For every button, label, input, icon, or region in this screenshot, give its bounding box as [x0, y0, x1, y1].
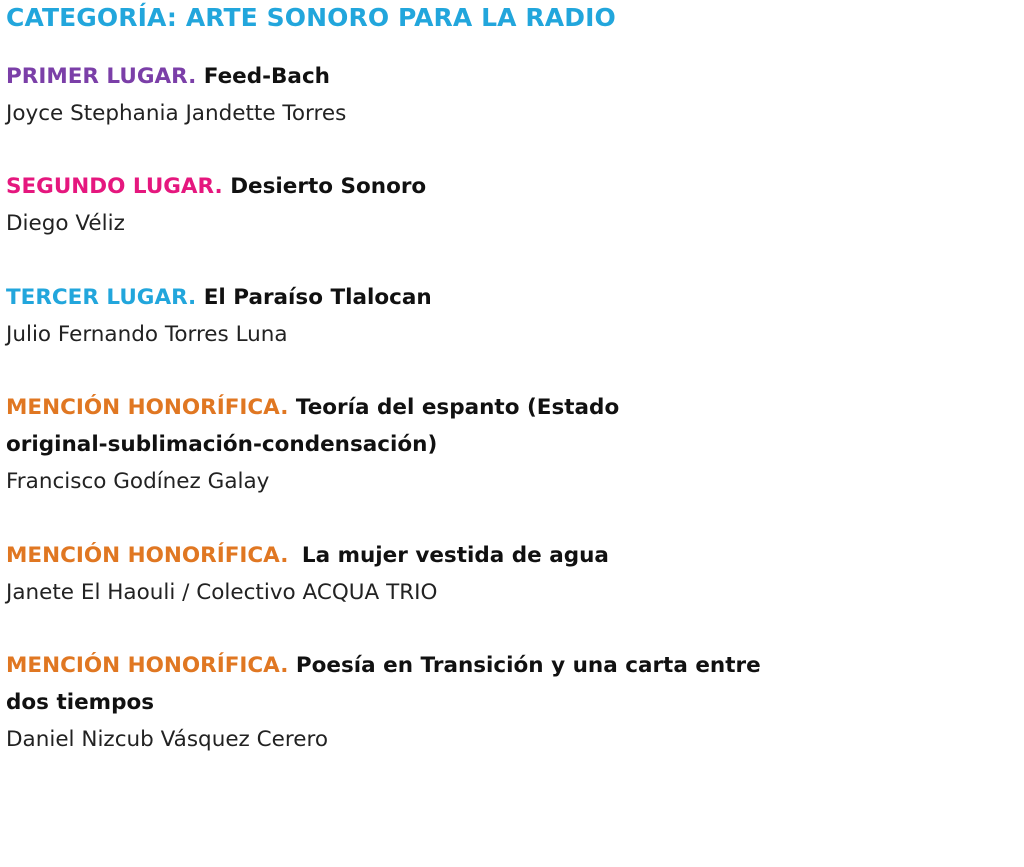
work-title: Poesía en Transición y una carta entre dos tiempos	[6, 653, 761, 715]
prize-label: MENCIÓN HONORÍFICA.	[6, 653, 289, 678]
work-title: Desierto Sonoro	[230, 174, 427, 199]
prize-label: SEGUNDO LUGAR.	[6, 174, 223, 199]
entry-heading	[6, 647, 806, 721]
author-name: Janete El Haouli / Colectivo ACQUA TRIO	[6, 580, 438, 605]
entry-heading	[6, 279, 432, 316]
prize-label: MENCIÓN HONORÍFICA.	[6, 395, 289, 420]
entry-heading	[6, 168, 426, 205]
results-document	[6, 0, 1006, 752]
prize-label: TERCER LUGAR.	[6, 285, 197, 310]
author-name: Diego Véliz	[6, 211, 125, 236]
entry-heading	[6, 537, 609, 574]
entry-honorable-mention-1	[6, 389, 726, 500]
author-name: Daniel Nizcub Vásquez Cerero	[6, 727, 329, 752]
entry-heading	[6, 58, 346, 95]
work-title: Teoría del espanto (Estado original-sublimación-condensación)	[6, 395, 620, 457]
entry-honorable-mention-2	[6, 537, 609, 611]
prize-label: MENCIÓN HONORÍFICA.	[6, 543, 289, 568]
author-name: Joyce Stephania Jandette Torres	[6, 101, 347, 126]
work-title: Feed-Bach	[203, 64, 330, 89]
prize-label: PRIMER LUGAR.	[6, 64, 197, 89]
category-title: CATEGORÍA: ARTE SONORO PARA LA RADIO	[6, 3, 616, 32]
work-title: El Paraíso Tlalocan	[203, 285, 432, 310]
entry-third-place	[6, 279, 432, 353]
entry-second-place	[6, 168, 426, 242]
author-name: Julio Fernando Torres Luna	[6, 322, 288, 347]
author-name: Francisco Godínez Galay	[6, 469, 270, 494]
work-title: La mujer vestida de agua	[301, 543, 609, 568]
entry-heading	[6, 389, 726, 463]
entry-first-place	[6, 58, 346, 132]
entry-honorable-mention-3	[6, 647, 806, 758]
